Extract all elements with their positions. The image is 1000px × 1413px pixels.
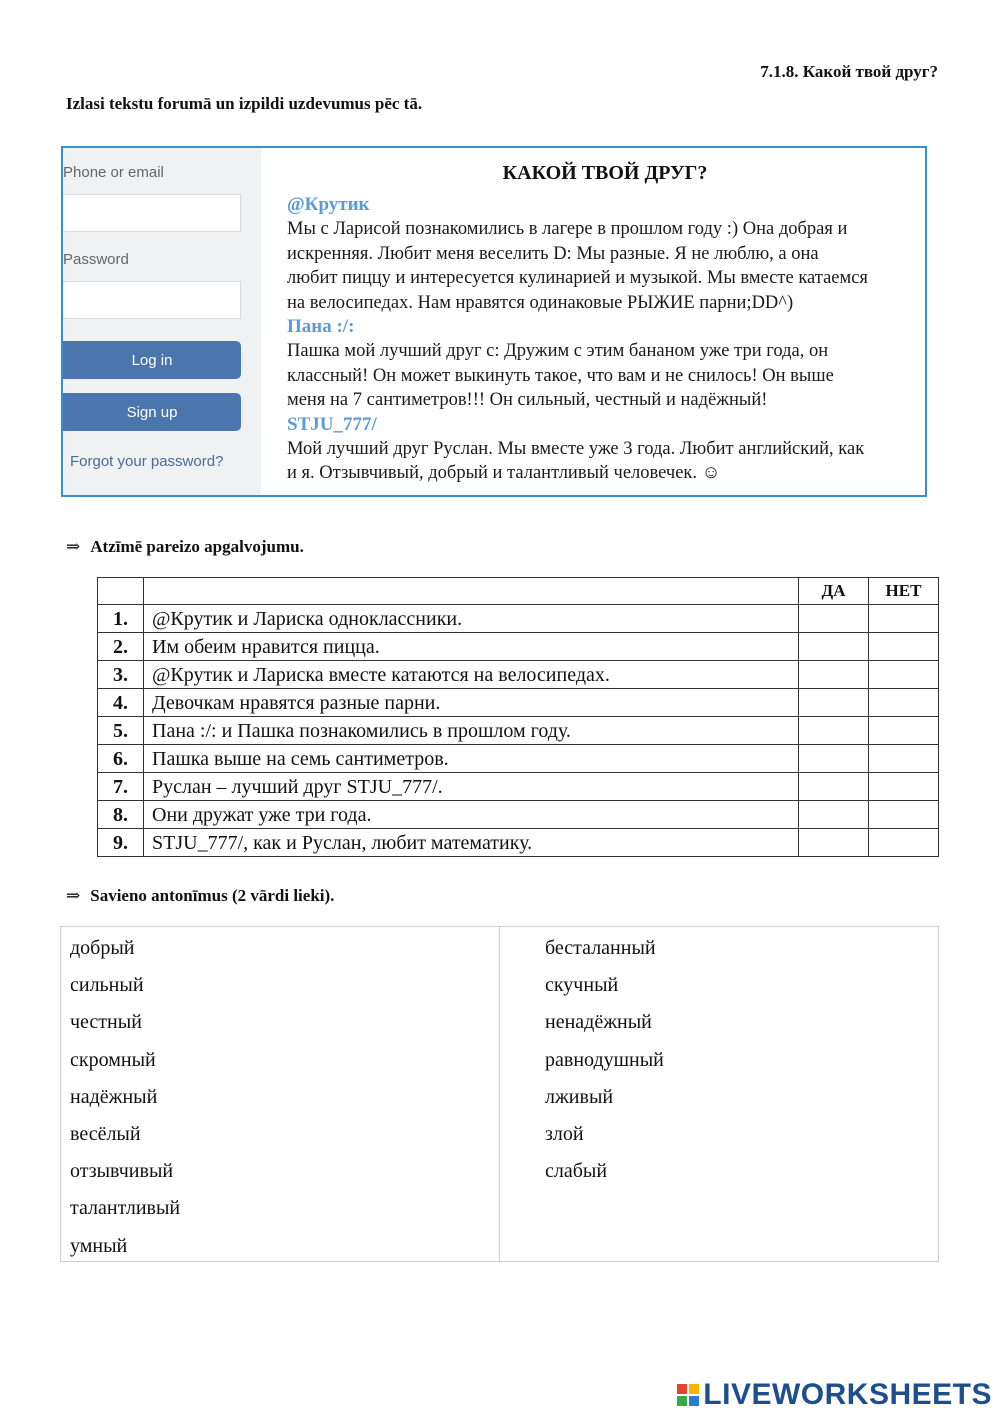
answer-yes-cell[interactable] (799, 745, 869, 773)
task2-heading (66, 886, 334, 906)
signup-button[interactable]: Sign up (63, 393, 241, 431)
header-yes: ДА (799, 578, 869, 605)
answer-no-cell[interactable] (869, 689, 939, 717)
answer-no-cell[interactable] (869, 717, 939, 745)
login-button[interactable]: Log in (63, 341, 241, 379)
statement-text: Девочкам нравятся разные парни. (144, 689, 799, 717)
statement-text: STJU_777/, как и Руслан, любит математику. (144, 829, 799, 857)
table-row (98, 661, 939, 689)
email-field[interactable] (63, 194, 241, 232)
logo-mark-icon (677, 1384, 699, 1406)
table-row (98, 829, 939, 857)
word-item[interactable]: сильный (70, 974, 144, 997)
row-number: 6. (98, 745, 144, 773)
logo-square-icon (689, 1384, 699, 1394)
instruction-text: Izlasi tekstu forumā un izpildi uzdevumus pēc tā. (66, 94, 423, 113)
post-line: классный! Он может выкинуть такое, что вам и не снилось! Он выше (287, 365, 834, 386)
forum-content (287, 162, 923, 486)
statements-table (97, 577, 939, 857)
column-divider (499, 927, 500, 1261)
table-row (98, 745, 939, 773)
post-line: Мы с Ларисой познакомились в лагере в прошлом году :) Она добрая и (287, 219, 848, 239)
task2-heading-text: Savieno antonīmus (2 vārdi lieki). (90, 886, 335, 905)
task1-heading-text: Atzīmē pareizo apgalvojumu. (90, 537, 304, 556)
password-label: Password (63, 251, 129, 268)
table-row (98, 689, 939, 717)
row-number: 9. (98, 829, 144, 857)
statement-text: Пана :/: и Пашка познакомились в прошлом году. (144, 717, 799, 745)
left-word-column (70, 930, 180, 1265)
table-row (98, 717, 939, 745)
answer-no-cell[interactable] (869, 773, 939, 801)
post-line: и я. Отзывчивый, добрый и талантливый человечек. ☺ (287, 463, 721, 483)
word-item[interactable]: скромный (70, 1048, 156, 1071)
header-no: НЕТ (869, 578, 939, 605)
word-item[interactable]: равнодушный (545, 1048, 664, 1071)
word-item[interactable]: талантливый (70, 1197, 181, 1220)
row-number: 3. (98, 661, 144, 689)
answer-yes-cell[interactable] (799, 773, 869, 801)
post-author: STJU_777/ (287, 413, 377, 435)
table-row (98, 633, 939, 661)
table-header-row (98, 578, 939, 605)
forum-post (287, 193, 923, 315)
logo-square-icon (689, 1396, 699, 1406)
table-row (98, 605, 939, 633)
password-field[interactable] (63, 281, 241, 319)
row-number: 1. (98, 605, 144, 633)
post-line: Пашка мой лучший друг с: Дружим с этим бананом уже три года, он (287, 341, 829, 361)
word-item[interactable]: слабый (545, 1160, 608, 1183)
statement-text: Они дружат уже три года. (144, 801, 799, 829)
answer-no-cell[interactable] (869, 605, 939, 633)
answer-yes-cell[interactable] (799, 717, 869, 745)
statement-text: Руслан – лучший друг STJU_777/. (144, 773, 799, 801)
row-number: 2. (98, 633, 144, 661)
answer-yes-cell[interactable] (799, 605, 869, 633)
table-row (98, 801, 939, 829)
word-item[interactable]: бесталанный (545, 937, 656, 959)
statement-text: Пашка выше на семь сантиметров. (144, 745, 799, 773)
statement-text: @Крутик и Лариска одноклассники. (144, 605, 799, 633)
word-item[interactable]: лживый (545, 1085, 614, 1108)
logo-square-icon (677, 1384, 687, 1394)
logo-square-icon (677, 1396, 687, 1406)
arrow-icon: ⇒ (66, 537, 81, 556)
header-text-cell (144, 578, 799, 605)
word-item[interactable]: честный (70, 1011, 142, 1034)
answer-yes-cell[interactable] (799, 661, 869, 689)
statement-text: @Крутик и Лариска вместе катаются на велосипедах. (144, 661, 799, 689)
table-row (98, 773, 939, 801)
answer-no-cell[interactable] (869, 661, 939, 689)
forum-title: КАКОЙ ТВОЙ ДРУГ? (502, 162, 708, 184)
answer-yes-cell[interactable] (799, 689, 869, 717)
liveworksheets-logo (677, 1378, 992, 1412)
word-item[interactable]: весёлый (70, 1123, 141, 1146)
post-line: любит пиццу и интересуется кулинарией и музыкой. Мы вместе катаемся (287, 268, 868, 288)
word-item[interactable]: надёжный (70, 1085, 158, 1108)
post-line: искренняя. Любит меня веселить D: Мы разные. Я не люблю, а она (287, 243, 819, 264)
task1-heading (66, 537, 304, 557)
forgot-password-link[interactable]: Forgot your password? (70, 453, 224, 470)
post-line: на велосипедах. Нам нравятся одинаковые РЫЖИЕ парни;DD^) (287, 292, 794, 313)
word-item[interactable]: скучный (545, 974, 619, 997)
answer-yes-cell[interactable] (799, 829, 869, 857)
post-line: меня на 7 сантиметров!!! Он сильный, честный и надёжный! (287, 390, 768, 410)
login-panel (63, 148, 261, 495)
word-item[interactable]: отзывчивый (70, 1160, 174, 1183)
row-number: 7. (98, 773, 144, 801)
word-item[interactable]: умный (70, 1234, 128, 1257)
arrow-icon: ⇒ (66, 886, 81, 905)
word-item[interactable]: злой (545, 1123, 584, 1146)
forum-post (287, 413, 923, 486)
answer-yes-cell[interactable] (799, 633, 869, 661)
post-author: Пана :/: (287, 316, 355, 337)
header-num-cell (98, 578, 144, 605)
post-line: Мой лучший друг Руслан. Мы вместе уже 3 года. Любит английский, как (287, 438, 865, 459)
post-author: @Крутик (287, 194, 370, 215)
answer-no-cell[interactable] (869, 829, 939, 857)
answer-no-cell[interactable] (869, 801, 939, 829)
statement-text: Им обеим нравится пицца. (144, 633, 799, 661)
forum-post (287, 315, 923, 413)
answer-yes-cell[interactable] (799, 801, 869, 829)
word-item[interactable]: ненадёжный (545, 1011, 652, 1034)
logo-text: LIVEWORKSHEETS (703, 1378, 992, 1411)
word-item[interactable]: добрый (70, 937, 135, 959)
row-number: 8. (98, 801, 144, 829)
row-number: 4. (98, 689, 144, 717)
answer-no-cell[interactable] (869, 633, 939, 661)
antonyms-table (60, 926, 939, 1262)
row-number: 5. (98, 717, 144, 745)
email-label: Phone or email (63, 164, 164, 181)
right-word-column (545, 930, 664, 1190)
forum-screenshot (61, 146, 927, 497)
lesson-code: 7.1.8. Какой твой друг? (760, 62, 938, 81)
answer-no-cell[interactable] (869, 745, 939, 773)
